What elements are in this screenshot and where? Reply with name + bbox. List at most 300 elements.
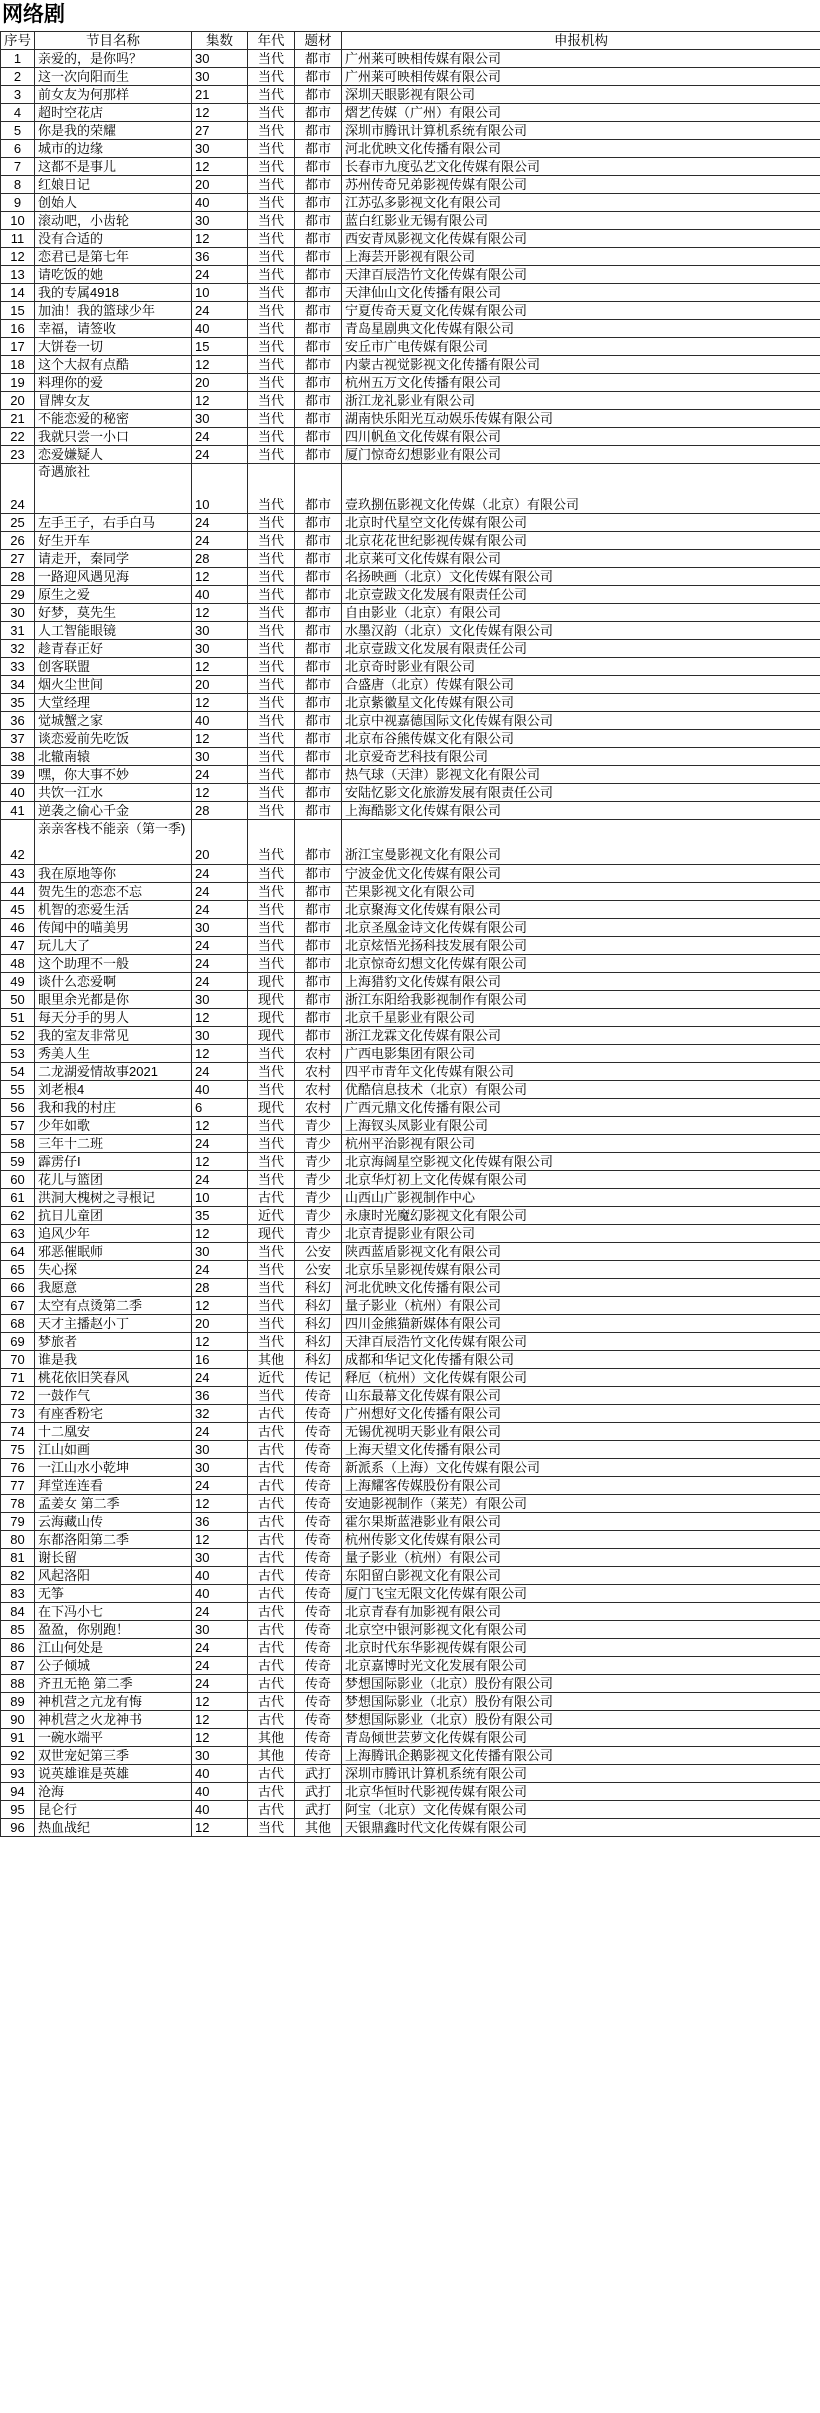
table-row[interactable]	[1, 748, 820, 766]
table-row[interactable]	[1, 1495, 820, 1513]
cell-index: 13	[1, 266, 35, 284]
table-row[interactable]	[1, 1279, 820, 1297]
column-header-era: 年代	[248, 32, 295, 50]
cell-genre: 都市	[295, 586, 342, 604]
cell-genre: 传奇	[295, 1621, 342, 1639]
cell-index: 31	[1, 622, 35, 640]
table-row[interactable]	[1, 122, 820, 140]
cell-genre: 都市	[295, 532, 342, 550]
cell-era: 其他	[248, 1351, 295, 1369]
cell-program-name: 大饼卷一切	[35, 338, 192, 356]
cell-index: 61	[1, 1189, 35, 1207]
cell-index: 25	[1, 514, 35, 532]
cell-genre: 都市	[295, 248, 342, 266]
cell-organization: 青岛倾世芸萝文化传媒有限公司	[342, 1729, 820, 1747]
table-row[interactable]	[1, 532, 820, 550]
cell-organization: 上海猎豹文化传媒有限公司	[342, 973, 820, 991]
cell-program-name: 北辙南辕	[35, 748, 192, 766]
table-row[interactable]	[1, 68, 820, 86]
table-row[interactable]	[1, 937, 820, 955]
table-row[interactable]	[1, 694, 820, 712]
table-row[interactable]	[1, 820, 820, 865]
cell-program-name: 觉城蟹之家	[35, 712, 192, 730]
table-row[interactable]	[1, 464, 820, 514]
table-row[interactable]	[1, 1261, 820, 1279]
cell-program-name: 请吃饭的她	[35, 266, 192, 284]
cell-era: 当代	[248, 865, 295, 883]
cell-genre: 都市	[295, 568, 342, 586]
cell-episodes: 24	[192, 266, 248, 284]
table-row[interactable]	[1, 374, 820, 392]
cell-organization: 广州莱可映相传媒有限公司	[342, 68, 820, 86]
table-row[interactable]	[1, 802, 820, 820]
cell-program-name: 双世宠妃第三季	[35, 1747, 192, 1765]
table-row[interactable]	[1, 1441, 820, 1459]
cell-organization: 量子影业（杭州）有限公司	[342, 1549, 820, 1567]
cell-episodes: 24	[192, 955, 248, 973]
cell-episodes: 24	[192, 865, 248, 883]
cell-episodes: 28	[192, 1279, 248, 1297]
cell-organization: 苏州传奇兄弟影视传媒有限公司	[342, 176, 820, 194]
cell-era: 当代	[248, 1315, 295, 1333]
cell-program-name: 左手王子，右手白马	[35, 514, 192, 532]
table-row[interactable]	[1, 1423, 820, 1441]
cell-organization: 合盛唐（北京）传媒有限公司	[342, 676, 820, 694]
table-row[interactable]	[1, 1099, 820, 1117]
cell-genre: 传奇	[295, 1657, 342, 1675]
table-row[interactable]	[1, 1333, 820, 1351]
cell-program-name: 天才主播赵小丁	[35, 1315, 192, 1333]
cell-program-name: 失心探	[35, 1261, 192, 1279]
cell-program-name: 抗日儿童团	[35, 1207, 192, 1225]
cell-organization: 北京花花世纪影视传媒有限公司	[342, 532, 820, 550]
table-row[interactable]	[1, 284, 820, 302]
table-row[interactable]	[1, 1603, 820, 1621]
table-row[interactable]	[1, 50, 820, 68]
cell-index: 62	[1, 1207, 35, 1225]
table-row[interactable]	[1, 410, 820, 428]
cell-episodes: 12	[192, 158, 248, 176]
cell-program-name: 东都洛阳第二季	[35, 1531, 192, 1549]
cell-genre: 科幻	[295, 1351, 342, 1369]
cell-program-name: 少年如歌	[35, 1117, 192, 1135]
table-row[interactable]	[1, 568, 820, 586]
cell-index: 73	[1, 1405, 35, 1423]
cell-index: 94	[1, 1783, 35, 1801]
cell-era: 当代	[248, 676, 295, 694]
cell-era: 当代	[248, 1045, 295, 1063]
table-row[interactable]	[1, 428, 820, 446]
cell-genre: 传奇	[295, 1495, 342, 1513]
cell-index: 26	[1, 532, 35, 550]
table-row[interactable]	[1, 1027, 820, 1045]
cell-index: 2	[1, 68, 35, 86]
cell-genre: 都市	[295, 802, 342, 820]
cell-genre: 科幻	[295, 1297, 342, 1315]
cell-organization: 梦想国际影业（北京）股份有限公司	[342, 1675, 820, 1693]
cell-index: 9	[1, 194, 35, 212]
cell-organization: 北京爱奇艺科技有限公司	[342, 748, 820, 766]
table-row[interactable]	[1, 446, 820, 464]
table-row[interactable]	[1, 883, 820, 901]
table-row[interactable]	[1, 86, 820, 104]
table-row[interactable]	[1, 550, 820, 568]
cell-genre: 都市	[295, 410, 342, 428]
table-row[interactable]	[1, 1081, 820, 1099]
cell-organization: 安陆忆影文化旅游发展有限责任公司	[342, 784, 820, 802]
cell-organization: 厦门惊奇幻想影业有限公司	[342, 446, 820, 464]
cell-organization: 北京华灯初上文化传媒有限公司	[342, 1171, 820, 1189]
cell-era: 古代	[248, 1189, 295, 1207]
cell-genre: 都市	[295, 937, 342, 955]
cell-index: 7	[1, 158, 35, 176]
cell-program-name: 贺先生的恋恋不忘	[35, 883, 192, 901]
cell-index: 91	[1, 1729, 35, 1747]
cell-genre: 传奇	[295, 1693, 342, 1711]
cell-program-name: 齐丑无艳 第二季	[35, 1675, 192, 1693]
cell-episodes: 30	[192, 1747, 248, 1765]
cell-era: 当代	[248, 1261, 295, 1279]
page-title: 网络剧	[2, 3, 65, 26]
cell-episodes: 30	[192, 919, 248, 937]
cell-era: 当代	[248, 568, 295, 586]
cell-episodes: 24	[192, 766, 248, 784]
cell-program-name: 热血战纪	[35, 1819, 192, 1837]
cell-era: 当代	[248, 176, 295, 194]
cell-genre: 农村	[295, 1063, 342, 1081]
table-row[interactable]	[1, 1819, 820, 1837]
table-row[interactable]	[1, 140, 820, 158]
table-row[interactable]	[1, 730, 820, 748]
cell-genre: 都市	[295, 320, 342, 338]
cell-index: 33	[1, 658, 35, 676]
cell-index: 5	[1, 122, 35, 140]
table-row[interactable]	[1, 356, 820, 374]
cell-program-name: 桃花依旧笑春风	[35, 1369, 192, 1387]
table-row[interactable]	[1, 1063, 820, 1081]
cell-program-name: 这一次向阳而生	[35, 68, 192, 86]
table-row[interactable]	[1, 104, 820, 122]
cell-organization: 北京炫悟光扬科技发展有限公司	[342, 937, 820, 955]
table-row[interactable]	[1, 230, 820, 248]
cell-era: 当代	[248, 1387, 295, 1405]
table-row[interactable]	[1, 865, 820, 883]
cell-organization: 上海钗头凤影业有限公司	[342, 1117, 820, 1135]
cell-program-name: 有座香粉宅	[35, 1405, 192, 1423]
cell-index: 12	[1, 248, 35, 266]
cell-organization: 杭州传影文化传媒有限公司	[342, 1531, 820, 1549]
cell-era: 当代	[248, 302, 295, 320]
table-row[interactable]	[1, 302, 820, 320]
cell-index: 3	[1, 86, 35, 104]
table-row[interactable]	[1, 712, 820, 730]
cell-index: 80	[1, 1531, 35, 1549]
cell-era: 当代	[248, 122, 295, 140]
cell-program-name: 红娘日记	[35, 176, 192, 194]
table-row[interactable]	[1, 1387, 820, 1405]
table-row[interactable]	[1, 1675, 820, 1693]
cell-organization: 深圳市腾讯计算机系统有限公司	[342, 1765, 820, 1783]
table-row[interactable]	[1, 604, 820, 622]
cell-program-name: 这个助理不一般	[35, 955, 192, 973]
table-row[interactable]	[1, 1045, 820, 1063]
cell-era: 古代	[248, 1423, 295, 1441]
cell-era: 当代	[248, 104, 295, 122]
cell-episodes: 40	[192, 1585, 248, 1603]
cell-index: 54	[1, 1063, 35, 1081]
cell-era: 古代	[248, 1567, 295, 1585]
cell-genre: 传奇	[295, 1639, 342, 1657]
cell-program-name: 沧海	[35, 1783, 192, 1801]
table-row[interactable]	[1, 901, 820, 919]
table-row[interactable]	[1, 658, 820, 676]
cell-program-name: 玩儿大了	[35, 937, 192, 955]
table-row[interactable]	[1, 1657, 820, 1675]
table-row[interactable]	[1, 919, 820, 937]
cell-era: 当代	[248, 514, 295, 532]
cell-index: 22	[1, 428, 35, 446]
cell-program-name: 刘老根4	[35, 1081, 192, 1099]
cell-episodes: 12	[192, 1225, 248, 1243]
table-row[interactable]	[1, 973, 820, 991]
cell-era: 古代	[248, 1765, 295, 1783]
table-row[interactable]	[1, 1405, 820, 1423]
cell-index: 40	[1, 784, 35, 802]
cell-index: 78	[1, 1495, 35, 1513]
table-row[interactable]	[1, 1225, 820, 1243]
cell-index: 6	[1, 140, 35, 158]
cell-program-name: 霹雳仔I	[35, 1153, 192, 1171]
cell-era: 当代	[248, 230, 295, 248]
cell-program-name: 无筝	[35, 1585, 192, 1603]
table-row[interactable]	[1, 1477, 820, 1495]
table-row[interactable]	[1, 1009, 820, 1027]
cell-index: 29	[1, 586, 35, 604]
cell-era: 当代	[248, 1135, 295, 1153]
cell-program-name: 奇遇旅社	[35, 464, 192, 514]
cell-episodes: 36	[192, 248, 248, 266]
table-row[interactable]	[1, 1801, 820, 1819]
cell-genre: 武打	[295, 1801, 342, 1819]
table-row[interactable]	[1, 1297, 820, 1315]
table-row[interactable]	[1, 1783, 820, 1801]
table-row[interactable]	[1, 766, 820, 784]
cell-program-name: 趁青春正好	[35, 640, 192, 658]
cell-program-name: 云海藏山传	[35, 1513, 192, 1531]
cell-episodes: 24	[192, 1639, 248, 1657]
cell-genre: 都市	[295, 658, 342, 676]
cell-program-name: 恋爱嫌疑人	[35, 446, 192, 464]
table-row[interactable]	[1, 1171, 820, 1189]
table-row[interactable]	[1, 1459, 820, 1477]
cell-era: 当代	[248, 428, 295, 446]
cell-era: 现代	[248, 1027, 295, 1045]
cell-genre: 都市	[295, 266, 342, 284]
cell-program-name: 神机营之亢龙有悔	[35, 1693, 192, 1711]
table-row[interactable]	[1, 622, 820, 640]
table-row[interactable]	[1, 1729, 820, 1747]
cell-organization: 天津百辰浩竹文化传媒有限公司	[342, 266, 820, 284]
cell-genre: 武打	[295, 1765, 342, 1783]
cell-episodes: 30	[192, 1549, 248, 1567]
table-row[interactable]	[1, 1585, 820, 1603]
table-row[interactable]	[1, 1189, 820, 1207]
cell-index: 30	[1, 604, 35, 622]
table-row[interactable]	[1, 1135, 820, 1153]
table-row[interactable]	[1, 586, 820, 604]
cell-genre: 都市	[295, 748, 342, 766]
table-row[interactable]	[1, 1765, 820, 1783]
cell-genre: 都市	[295, 158, 342, 176]
cell-program-name: 我的室友非常见	[35, 1027, 192, 1045]
cell-index: 32	[1, 640, 35, 658]
table-row[interactable]	[1, 176, 820, 194]
cell-episodes: 24	[192, 1063, 248, 1081]
cell-episodes: 27	[192, 122, 248, 140]
table-row[interactable]	[1, 991, 820, 1009]
cell-era: 当代	[248, 748, 295, 766]
table-row[interactable]	[1, 955, 820, 973]
table-row[interactable]	[1, 1369, 820, 1387]
cell-index: 27	[1, 550, 35, 568]
cell-index: 82	[1, 1567, 35, 1585]
cell-episodes: 24	[192, 1477, 248, 1495]
table-row[interactable]	[1, 1117, 820, 1135]
table-row[interactable]	[1, 784, 820, 802]
table-row[interactable]	[1, 1207, 820, 1225]
cell-index: 23	[1, 446, 35, 464]
cell-era: 古代	[248, 1801, 295, 1819]
cell-genre: 传奇	[295, 1459, 342, 1477]
table-row[interactable]	[1, 1621, 820, 1639]
table-row[interactable]	[1, 1639, 820, 1657]
cell-organization: 山西山广影视制作中心	[342, 1189, 820, 1207]
table-row[interactable]	[1, 640, 820, 658]
cell-organization: 西安青凤影视文化传媒有限公司	[342, 230, 820, 248]
cell-index: 42	[1, 820, 35, 865]
cell-program-name: 原生之爱	[35, 586, 192, 604]
cell-organization: 新派系（上海）文化传媒有限公司	[342, 1459, 820, 1477]
cell-index: 19	[1, 374, 35, 392]
cell-era: 当代	[248, 86, 295, 104]
cell-organization: 厦门飞宝无限文化传媒有限公司	[342, 1585, 820, 1603]
cell-era: 当代	[248, 802, 295, 820]
table-row[interactable]	[1, 158, 820, 176]
table-row[interactable]	[1, 1531, 820, 1549]
table-row[interactable]	[1, 212, 820, 230]
cell-episodes: 12	[192, 230, 248, 248]
cell-episodes: 30	[192, 68, 248, 86]
cell-index: 17	[1, 338, 35, 356]
table-row[interactable]	[1, 1549, 820, 1567]
table-row[interactable]	[1, 676, 820, 694]
cell-episodes: 24	[192, 901, 248, 919]
table-row[interactable]	[1, 1693, 820, 1711]
cell-program-name: 我在原地等你	[35, 865, 192, 883]
cell-organization: 上海天望文化传播有限公司	[342, 1441, 820, 1459]
table-row[interactable]	[1, 338, 820, 356]
table-row[interactable]	[1, 194, 820, 212]
cell-episodes: 30	[192, 748, 248, 766]
cell-era: 近代	[248, 1207, 295, 1225]
cell-era: 当代	[248, 883, 295, 901]
cell-episodes: 12	[192, 568, 248, 586]
cell-genre: 都市	[295, 374, 342, 392]
cell-episodes: 40	[192, 1567, 248, 1585]
cell-index: 37	[1, 730, 35, 748]
cell-episodes: 12	[192, 1531, 248, 1549]
table-row[interactable]	[1, 1711, 820, 1729]
cell-genre: 传奇	[295, 1423, 342, 1441]
cell-program-name: 十二凰安	[35, 1423, 192, 1441]
cell-organization: 浙江龙礼影业有限公司	[342, 392, 820, 410]
cell-program-name: 我愿意	[35, 1279, 192, 1297]
cell-era: 当代	[248, 1297, 295, 1315]
cell-program-name: 传闻中的喵美男	[35, 919, 192, 937]
cell-era: 古代	[248, 1603, 295, 1621]
table-row[interactable]	[1, 1567, 820, 1585]
table-row[interactable]	[1, 392, 820, 410]
cell-era: 当代	[248, 901, 295, 919]
cell-program-name: 没有合适的	[35, 230, 192, 248]
cell-episodes: 12	[192, 658, 248, 676]
cell-genre: 科幻	[295, 1315, 342, 1333]
cell-organization: 江苏弘多影视文化有限公司	[342, 194, 820, 212]
cell-program-name: 神机营之火龙神书	[35, 1711, 192, 1729]
cell-genre: 都市	[295, 604, 342, 622]
cell-index: 41	[1, 802, 35, 820]
table-row[interactable]	[1, 266, 820, 284]
table-row[interactable]	[1, 1243, 820, 1261]
cell-genre: 都市	[295, 550, 342, 568]
cell-era: 现代	[248, 991, 295, 1009]
cell-episodes: 12	[192, 1009, 248, 1027]
cell-era: 当代	[248, 446, 295, 464]
table-row[interactable]	[1, 514, 820, 532]
cell-organization: 上海腾讯企鹅影视文化传播有限公司	[342, 1747, 820, 1765]
table-row[interactable]	[1, 1513, 820, 1531]
cell-index: 95	[1, 1801, 35, 1819]
table-row[interactable]	[1, 1747, 820, 1765]
cell-genre: 科幻	[295, 1279, 342, 1297]
cell-era: 当代	[248, 194, 295, 212]
cell-organization: 永康时光魔幻影视文化有限公司	[342, 1207, 820, 1225]
cell-episodes: 35	[192, 1207, 248, 1225]
cell-genre: 传奇	[295, 1405, 342, 1423]
cell-genre: 都市	[295, 122, 342, 140]
cell-organization: 热气球（天津）影视文化有限公司	[342, 766, 820, 784]
cell-organization: 深圳市腾讯计算机系统有限公司	[342, 122, 820, 140]
cell-genre: 都市	[295, 104, 342, 122]
cell-index: 71	[1, 1369, 35, 1387]
table-row[interactable]	[1, 320, 820, 338]
cell-era: 当代	[248, 68, 295, 86]
cell-program-name: 三年十二班	[35, 1135, 192, 1153]
table-header	[1, 32, 820, 50]
cell-episodes: 21	[192, 86, 248, 104]
table-row[interactable]	[1, 1153, 820, 1171]
cell-era: 当代	[248, 1153, 295, 1171]
table-row[interactable]	[1, 1315, 820, 1333]
cell-era: 古代	[248, 1711, 295, 1729]
table-row[interactable]	[1, 1351, 820, 1369]
table-row[interactable]	[1, 248, 820, 266]
cell-index: 79	[1, 1513, 35, 1531]
cell-organization: 梦想国际影业（北京）股份有限公司	[342, 1693, 820, 1711]
cell-genre: 公安	[295, 1243, 342, 1261]
cell-genre: 都市	[295, 991, 342, 1009]
cell-episodes: 12	[192, 1297, 248, 1315]
